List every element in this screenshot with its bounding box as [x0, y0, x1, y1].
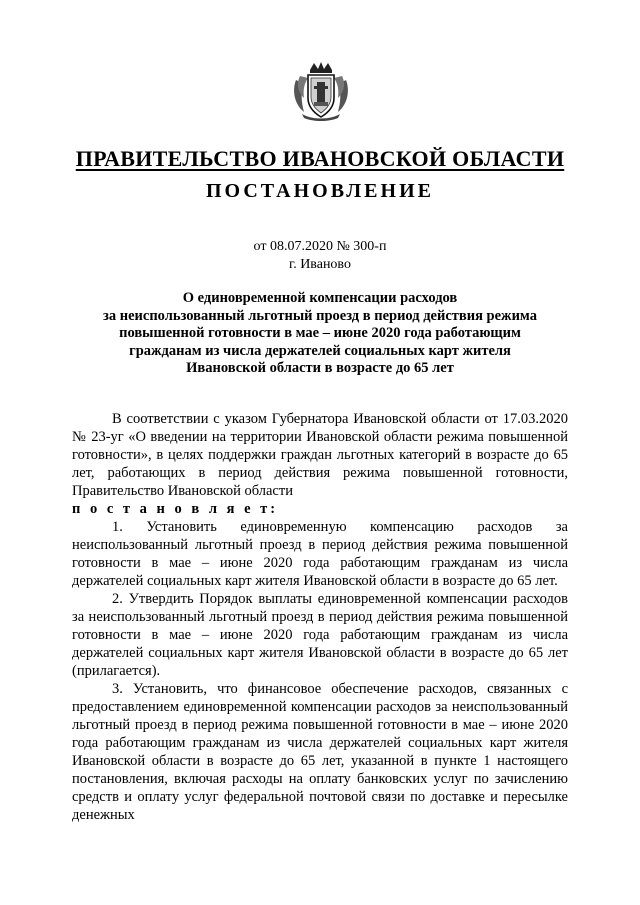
preamble-paragraph: [72, 410, 568, 500]
list-item: 1. Установить единовременную компенсацию расходов за неиспользованный льготный проезд в период действия режима повышенной готовности в мае – июне 2020 года работающим гражданам из числа держателей социальных карт жителя Ивановской области в возрасте до 65 лет.: [72, 519, 568, 589]
decree-word: п о с т а н о в л я е т:: [72, 501, 279, 517]
heading-line: О единовременной компенсации расходов: [182, 290, 458, 306]
city: г. Иваново: [289, 257, 351, 272]
heading-line: за неиспользованный льготный проезд в период действия режима: [103, 307, 537, 324]
heading-line: Ивановской области в возрасте до 65 лет: [186, 360, 454, 377]
date-number: от 08.07.2020 № 300-п: [253, 239, 387, 254]
preamble-text: В соответствии с указом Губернатора Ивановской области от 17.03.2020 № 23-уг «О введении на территории Ивановской области режима повышенной готовности», в целях поддержки граждан льготных категорий в возрасте до 65 лет, работающих в период действия режима повышенной готовности, Правительство Ивановской области: [72, 411, 568, 499]
document-type: ПОСТАНОВЛЕНИЕ: [206, 180, 434, 202]
heading-line: гражданам из числа держателей социальных карт жителя: [129, 342, 511, 359]
list-item: 3. Установить, что финансовое обеспечение расходов, связанных с предоставлением единовременной компенсации расходов за неиспользованный льготный проезд в период режима повышенной готовности в мае – июне 2020 года работающим гражданам из числа держателей социальных карт жителя Ивановской области в возрасте до 65 лет, указанной в пункте 1 настоящего постановления, включая расходы на оплату банковских услуг по зачислению средств и оплату услуг федеральной почтовой связи по доставке и пересылке денежных: [72, 681, 568, 823]
document-meta: [0, 238, 640, 274]
list-item: 2. Утвердить Порядок выплаты единовременной компенсации расходов за неиспользованный льготный проезд в период действия режима повышенной готовности в мае – июне 2020 года работающим гражданам из числа держателей социальных карт жителя Ивановской области в возрасте до 65 лет (прилагается).: [72, 591, 568, 679]
government-title: ПРАВИТЕЛЬСТВО ИВАНОВСКОЙ ОБЛАСТИ: [75, 146, 565, 171]
document-body: [72, 410, 568, 824]
document-heading: [72, 290, 568, 378]
decree-paragraph: [72, 500, 568, 518]
heading-line: повышенной готовности в мае – июне 2020 года работающим: [119, 325, 521, 342]
coat-of-arms-icon: [290, 60, 352, 122]
